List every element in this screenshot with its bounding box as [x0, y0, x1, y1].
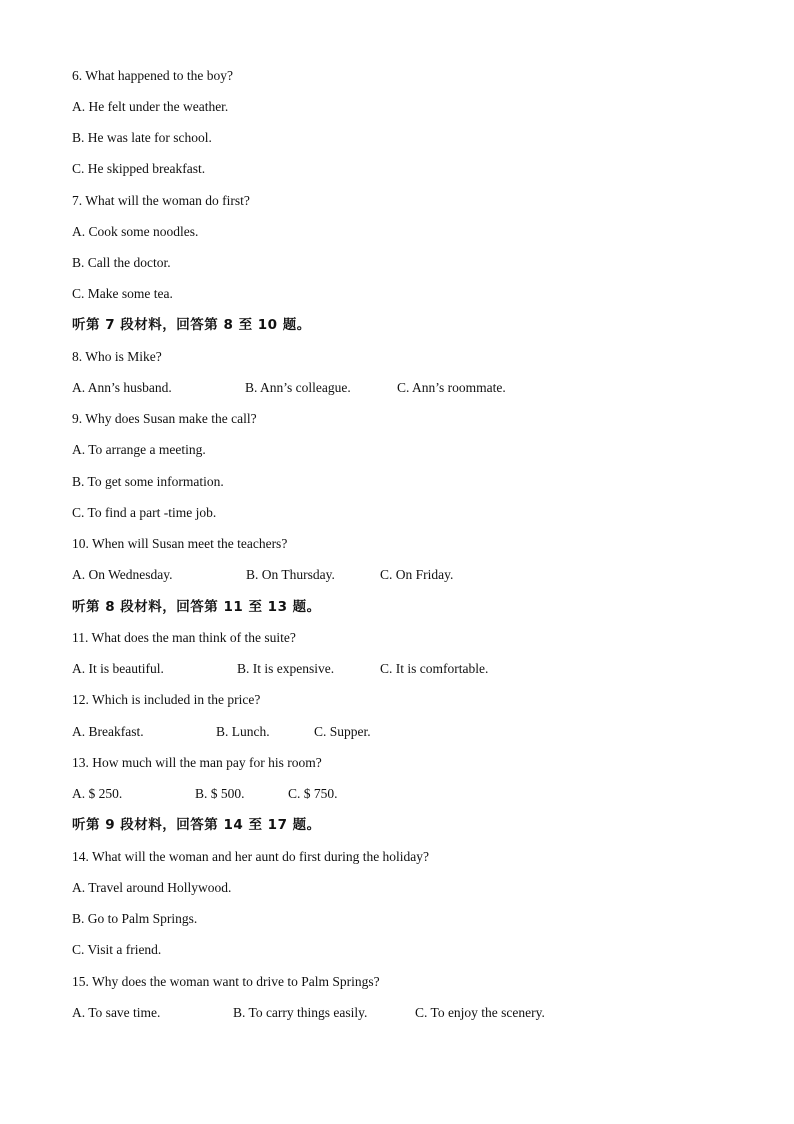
question-11-option-a: A. It is beautiful. — [72, 661, 164, 676]
question-12-option-c: C. Supper. — [314, 724, 371, 739]
question-10-option-b: B. On Thursday. — [246, 567, 335, 582]
question-12-option-a: A. Breakfast. — [72, 724, 144, 739]
question-13-options — [72, 784, 672, 804]
question-14-option-c: C. Visit a friend. — [72, 942, 162, 957]
question-12-option-b: B. Lunch. — [216, 724, 270, 739]
question-9-option-b: B. To get some information. — [72, 474, 224, 489]
question-8-options — [72, 378, 672, 398]
question-8-option-b: B. Ann’s colleague. — [245, 380, 351, 395]
question-15-options — [72, 1003, 692, 1023]
question-7-option-b: B. Call the doctor. — [72, 255, 171, 270]
question-12: 12. Which is included in the price? — [72, 692, 261, 707]
question-6-option-b: B. He was late for school. — [72, 130, 212, 145]
question-9-option-a: A. To arrange a meeting. — [72, 442, 206, 457]
question-14: 14. What will the woman and her aunt do first during the holiday? — [72, 849, 430, 864]
question-15-option-c: C. To enjoy the scenery. — [415, 1005, 545, 1020]
question-7: 7. What will the woman do first? — [72, 193, 250, 208]
question-8-option-c: C. Ann’s roommate. — [397, 380, 506, 395]
question-10-options — [72, 565, 672, 585]
question-8-option-a: A. Ann’s husband. — [72, 380, 172, 395]
section-heading-9: 听第 9 段材料，回答第 14 至 17 题。 — [72, 817, 321, 833]
question-11-option-b: B. It is expensive. — [237, 661, 335, 676]
question-15-option-b: B. To carry things easily. — [233, 1005, 368, 1020]
question-9: 9. Why does Susan make the call? — [72, 411, 257, 426]
question-11-options — [72, 659, 672, 679]
question-9-option-c: C. To find a part -time job. — [72, 505, 217, 520]
section-heading-8: 听第 8 段材料，回答第 11 至 13 题。 — [72, 599, 321, 615]
question-13-option-a: A. $ 250. — [72, 786, 123, 801]
question-6: 6. What happened to the boy? — [72, 68, 233, 83]
question-10: 10. When will Susan meet the teachers? — [72, 536, 288, 551]
question-6-option-c: C. He skipped breakfast. — [72, 161, 206, 176]
question-10-option-c: C. On Friday. — [380, 567, 454, 582]
question-15: 15. Why does the woman want to drive to Palm Springs? — [72, 974, 380, 989]
question-11: 11. What does the man think of the suite? — [72, 630, 296, 645]
question-12-options — [72, 722, 672, 742]
question-11-option-c: C. It is comfortable. — [380, 661, 489, 676]
question-10-option-a: A. On Wednesday. — [72, 567, 173, 582]
question-13: 13. How much will the man pay for his room? — [72, 755, 322, 770]
question-13-option-c: C. $ 750. — [288, 786, 338, 801]
question-7-option-a: A. Cook some noodles. — [72, 224, 199, 239]
question-13-option-b: B. $ 500. — [195, 786, 245, 801]
section-heading-7: 听第 7 段材料，回答第 8 至 10 题。 — [72, 317, 311, 333]
question-14-option-b: B. Go to Palm Springs. — [72, 911, 198, 926]
question-14-option-a: A. Travel around Hollywood. — [72, 880, 232, 895]
question-6-option-a: A. He felt under the weather. — [72, 99, 229, 114]
question-7-option-c: C. Make some tea. — [72, 286, 173, 301]
question-8: 8. Who is Mike? — [72, 349, 162, 364]
question-15-option-a: A. To save time. — [72, 1005, 161, 1020]
